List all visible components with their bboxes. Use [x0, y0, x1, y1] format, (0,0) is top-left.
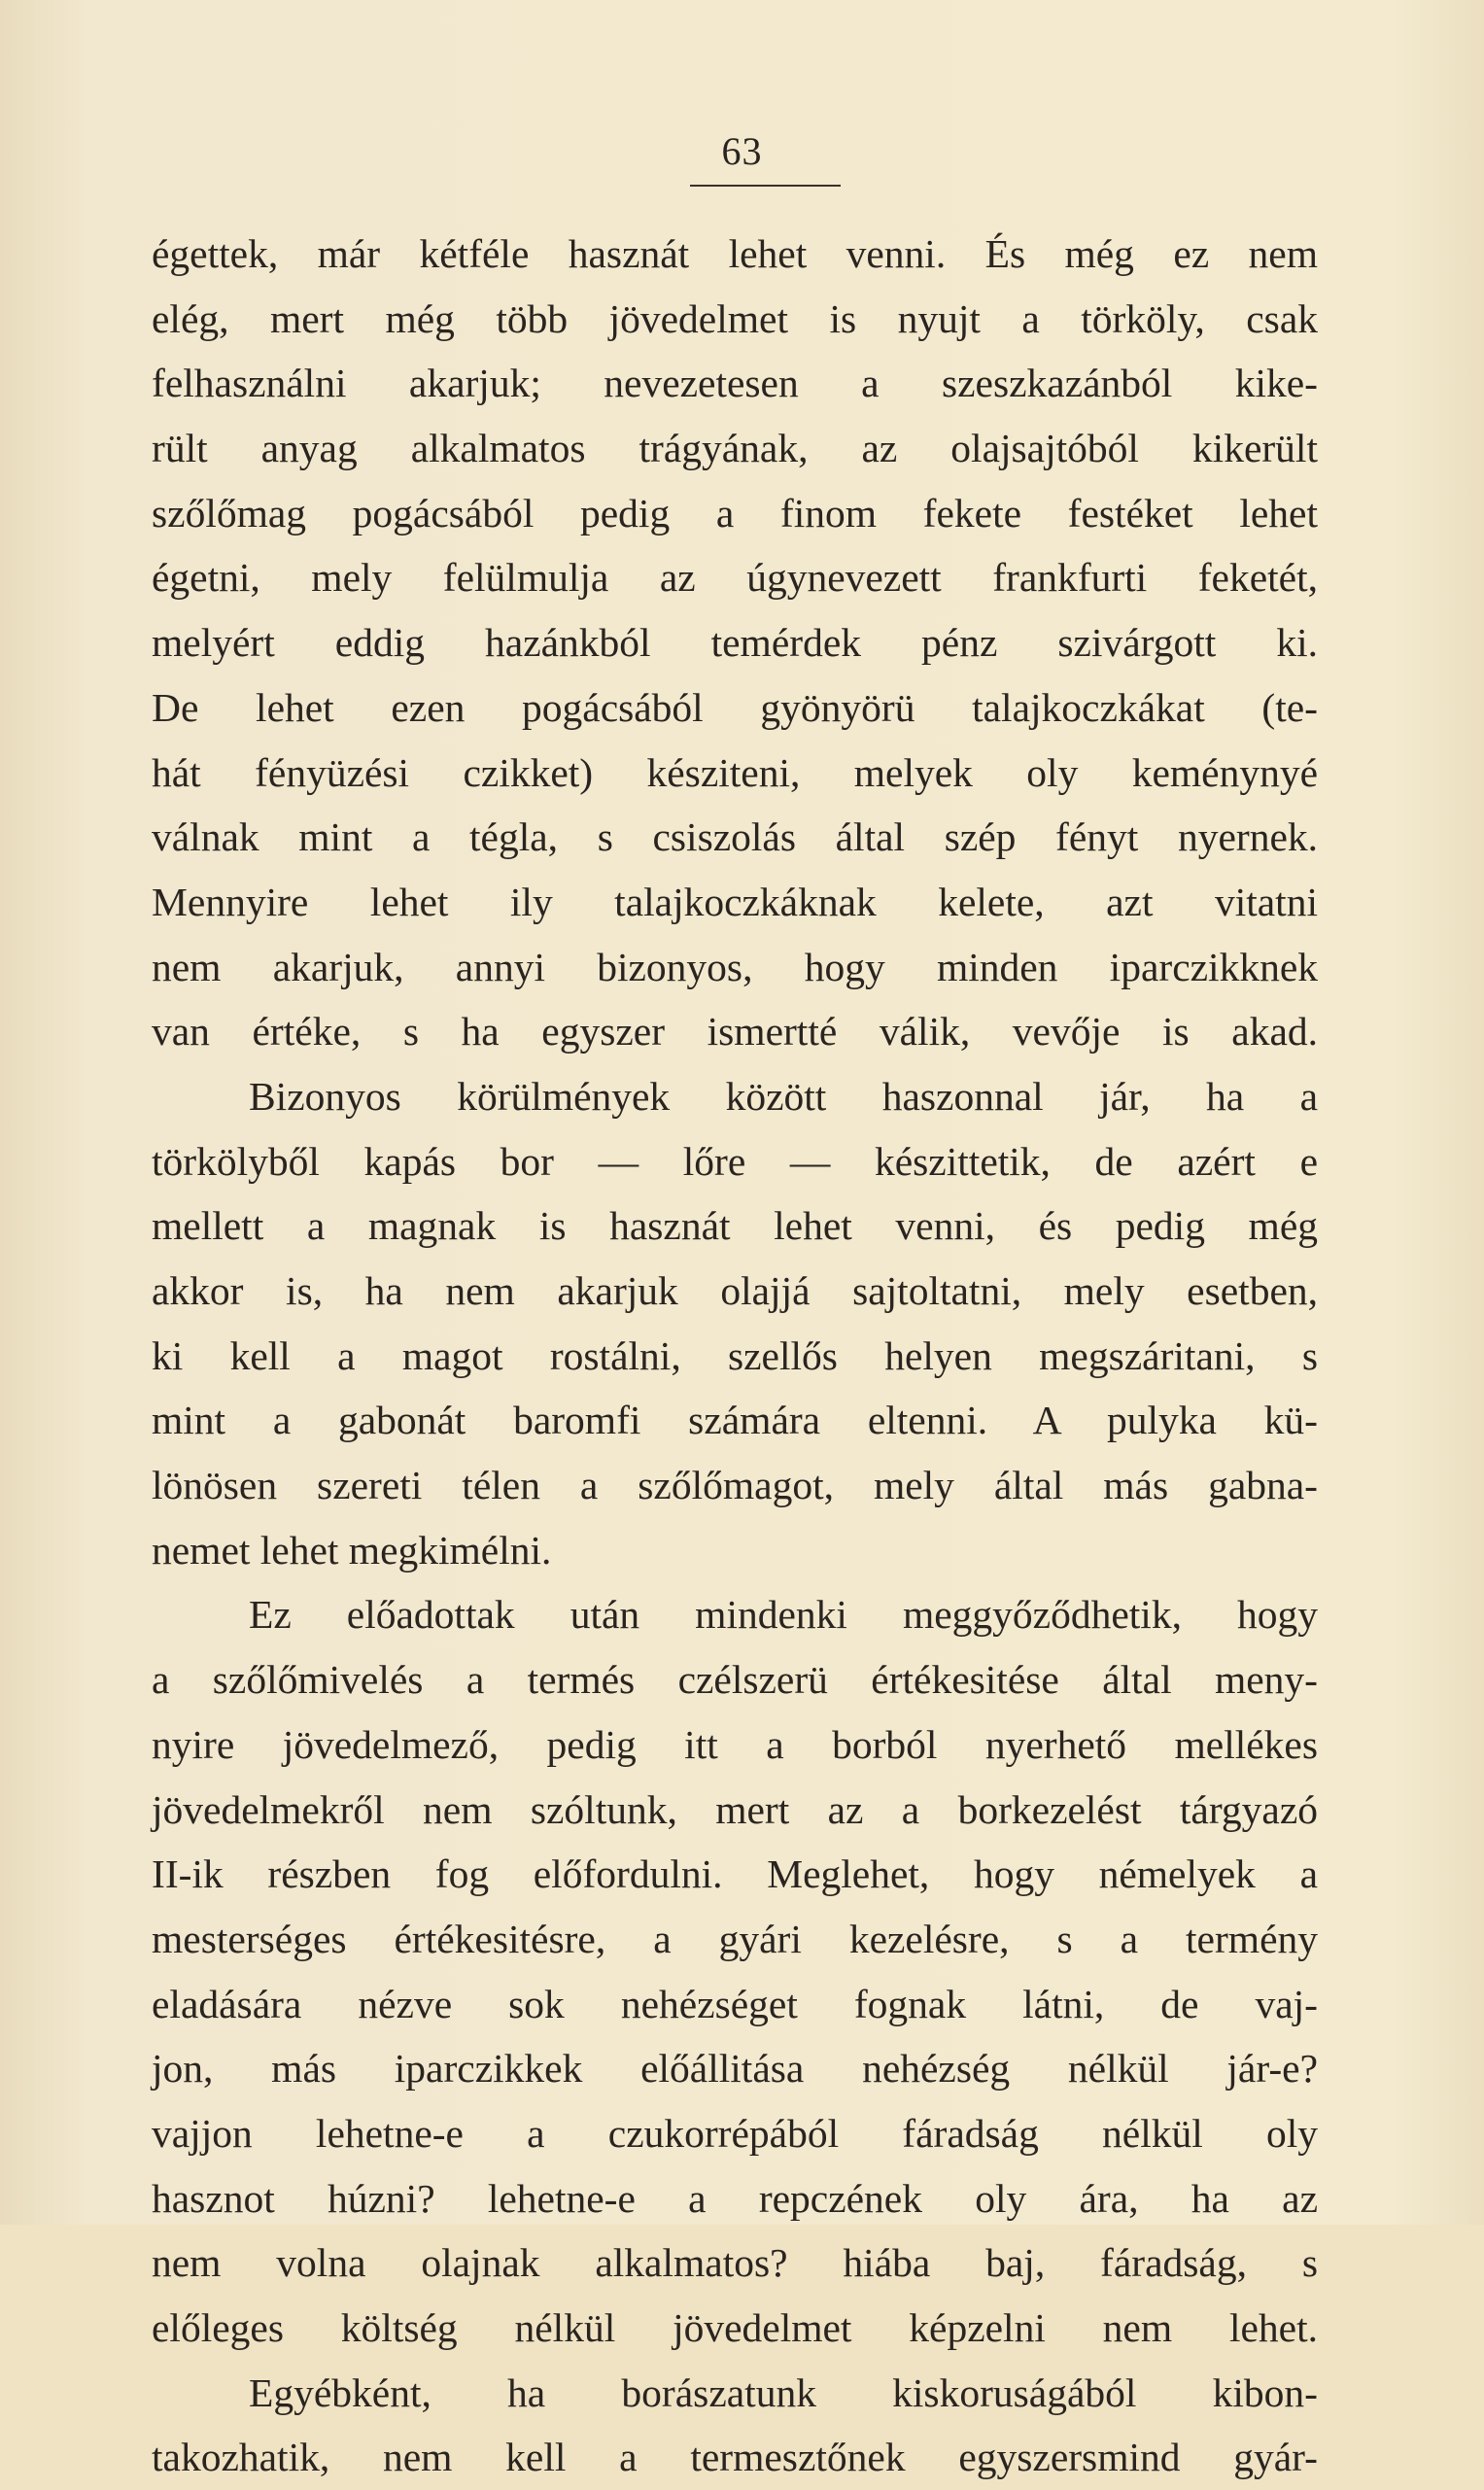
text-line: eladására nézve sok nehézséget fognak látni, de vaj- — [152, 1981, 1318, 2026]
body-text — [152, 222, 1318, 2490]
text-line: lönösen szereti télen a szőlőmagot, mely által más gabna- — [152, 1463, 1318, 1508]
text-line: ki kell a magot rostálni, szellős helyen megszáritani, s — [152, 1332, 1318, 1378]
text-line: Ez előadottak után mindenki meggyőződhetik, hogy — [249, 1592, 1318, 1638]
text-line: van értéke, s ha egyszer ismertté válik, vevője is akad. — [152, 1009, 1318, 1055]
header-rule — [690, 185, 841, 187]
text-line: törkölyből kapás bor — lőre — készittetik, de azért e — [152, 1138, 1318, 1184]
text-line: De lehet ezen pogácsából gyönyörü talajkoczkákat (te- — [152, 684, 1318, 730]
text-line: melyért eddig hazánkból temérdek pénz szivárgott ki. — [152, 620, 1318, 666]
text-line: előleges költség nélkül jövedelmet képzelni nem lehet. — [152, 2305, 1318, 2350]
text-line: elég, mert még több jövedelmet is nyujt a törköly, csak — [152, 295, 1318, 341]
text-line: Mennyire lehet ily talajkoczkáknak kelete, azt vitatni — [152, 879, 1318, 924]
text-line: II-ik részben fog előfordulni. Meglehet, hogy némelyek a — [152, 1851, 1318, 1897]
page-number: 63 — [721, 129, 763, 173]
text-line: Bizonyos körülmények között haszonnal jár, ha a — [249, 1073, 1318, 1119]
text-line: mesterséges értékesitésre, a gyári kezelésre, s a termény — [152, 1916, 1318, 1961]
text-line: hasznot húzni? lehetne-e a repczének oly ára, ha az — [152, 2175, 1318, 2221]
text-line: Egyébként, ha borászatunk kiskoruságából kibon- — [249, 2369, 1318, 2415]
text-line: válnak mint a tégla, s csiszolás által szép fényt nyernek. — [152, 814, 1318, 860]
text-line: égetni, mely felülmulja az úgynevezett frankfurti feketét, — [152, 555, 1318, 601]
text-line: szőlőmag pogácsából pedig a finom fekete festéket lehet — [152, 490, 1318, 536]
text-line: égettek, már kétféle hasznát lehet venni. És még ez nem — [152, 231, 1318, 276]
text-line: jon, más iparczikkek előállitása nehézség nélkül jár-e? — [152, 2046, 1318, 2092]
text-line: felhasználni akarjuk; nevezetesen a szeszkazánból kike- — [152, 361, 1318, 406]
text-line: takozhatik, nem kell a termesztőnek egyszersmind gyár- — [152, 2435, 1318, 2480]
text-line: mint a gabonát baromfi számára eltenni. A pulyka kü- — [152, 1398, 1318, 1443]
text-line: nyire jövedelmező, pedig itt a borból nyerhető mellékes — [152, 1721, 1318, 1767]
text-line: jövedelmekről nem szóltunk, mert az a borkezelést tárgyazó — [152, 1786, 1318, 1832]
text-line: nemet lehet megkimélni. — [152, 1527, 552, 1573]
text-line: nem volna olajnak alkalmatos? hiába baj, fáradság, s — [152, 2240, 1318, 2286]
text-line: a szőlőmivelés a termés czélszerü értékesitése által meny- — [152, 1657, 1318, 1703]
text-line: mellett a magnak is hasznát lehet venni, és pedig még — [152, 1203, 1318, 1249]
text-line: nem akarjuk, annyi bizonyos, hogy minden iparczikknek — [152, 944, 1318, 989]
text-line: hát fényüzési czikket) késziteni, melyek oly keménynyé — [152, 749, 1318, 795]
text-line: vajjon lehetne-e a czukorrépából fáradság nélkül oly — [152, 2110, 1318, 2156]
text-line: akkor is, ha nem akarjuk olajjá sajtoltatni, mely esetben, — [152, 1268, 1318, 1313]
text-line: rült anyag alkalmatos trágyának, az olajsajtóból kikerült — [152, 426, 1318, 471]
